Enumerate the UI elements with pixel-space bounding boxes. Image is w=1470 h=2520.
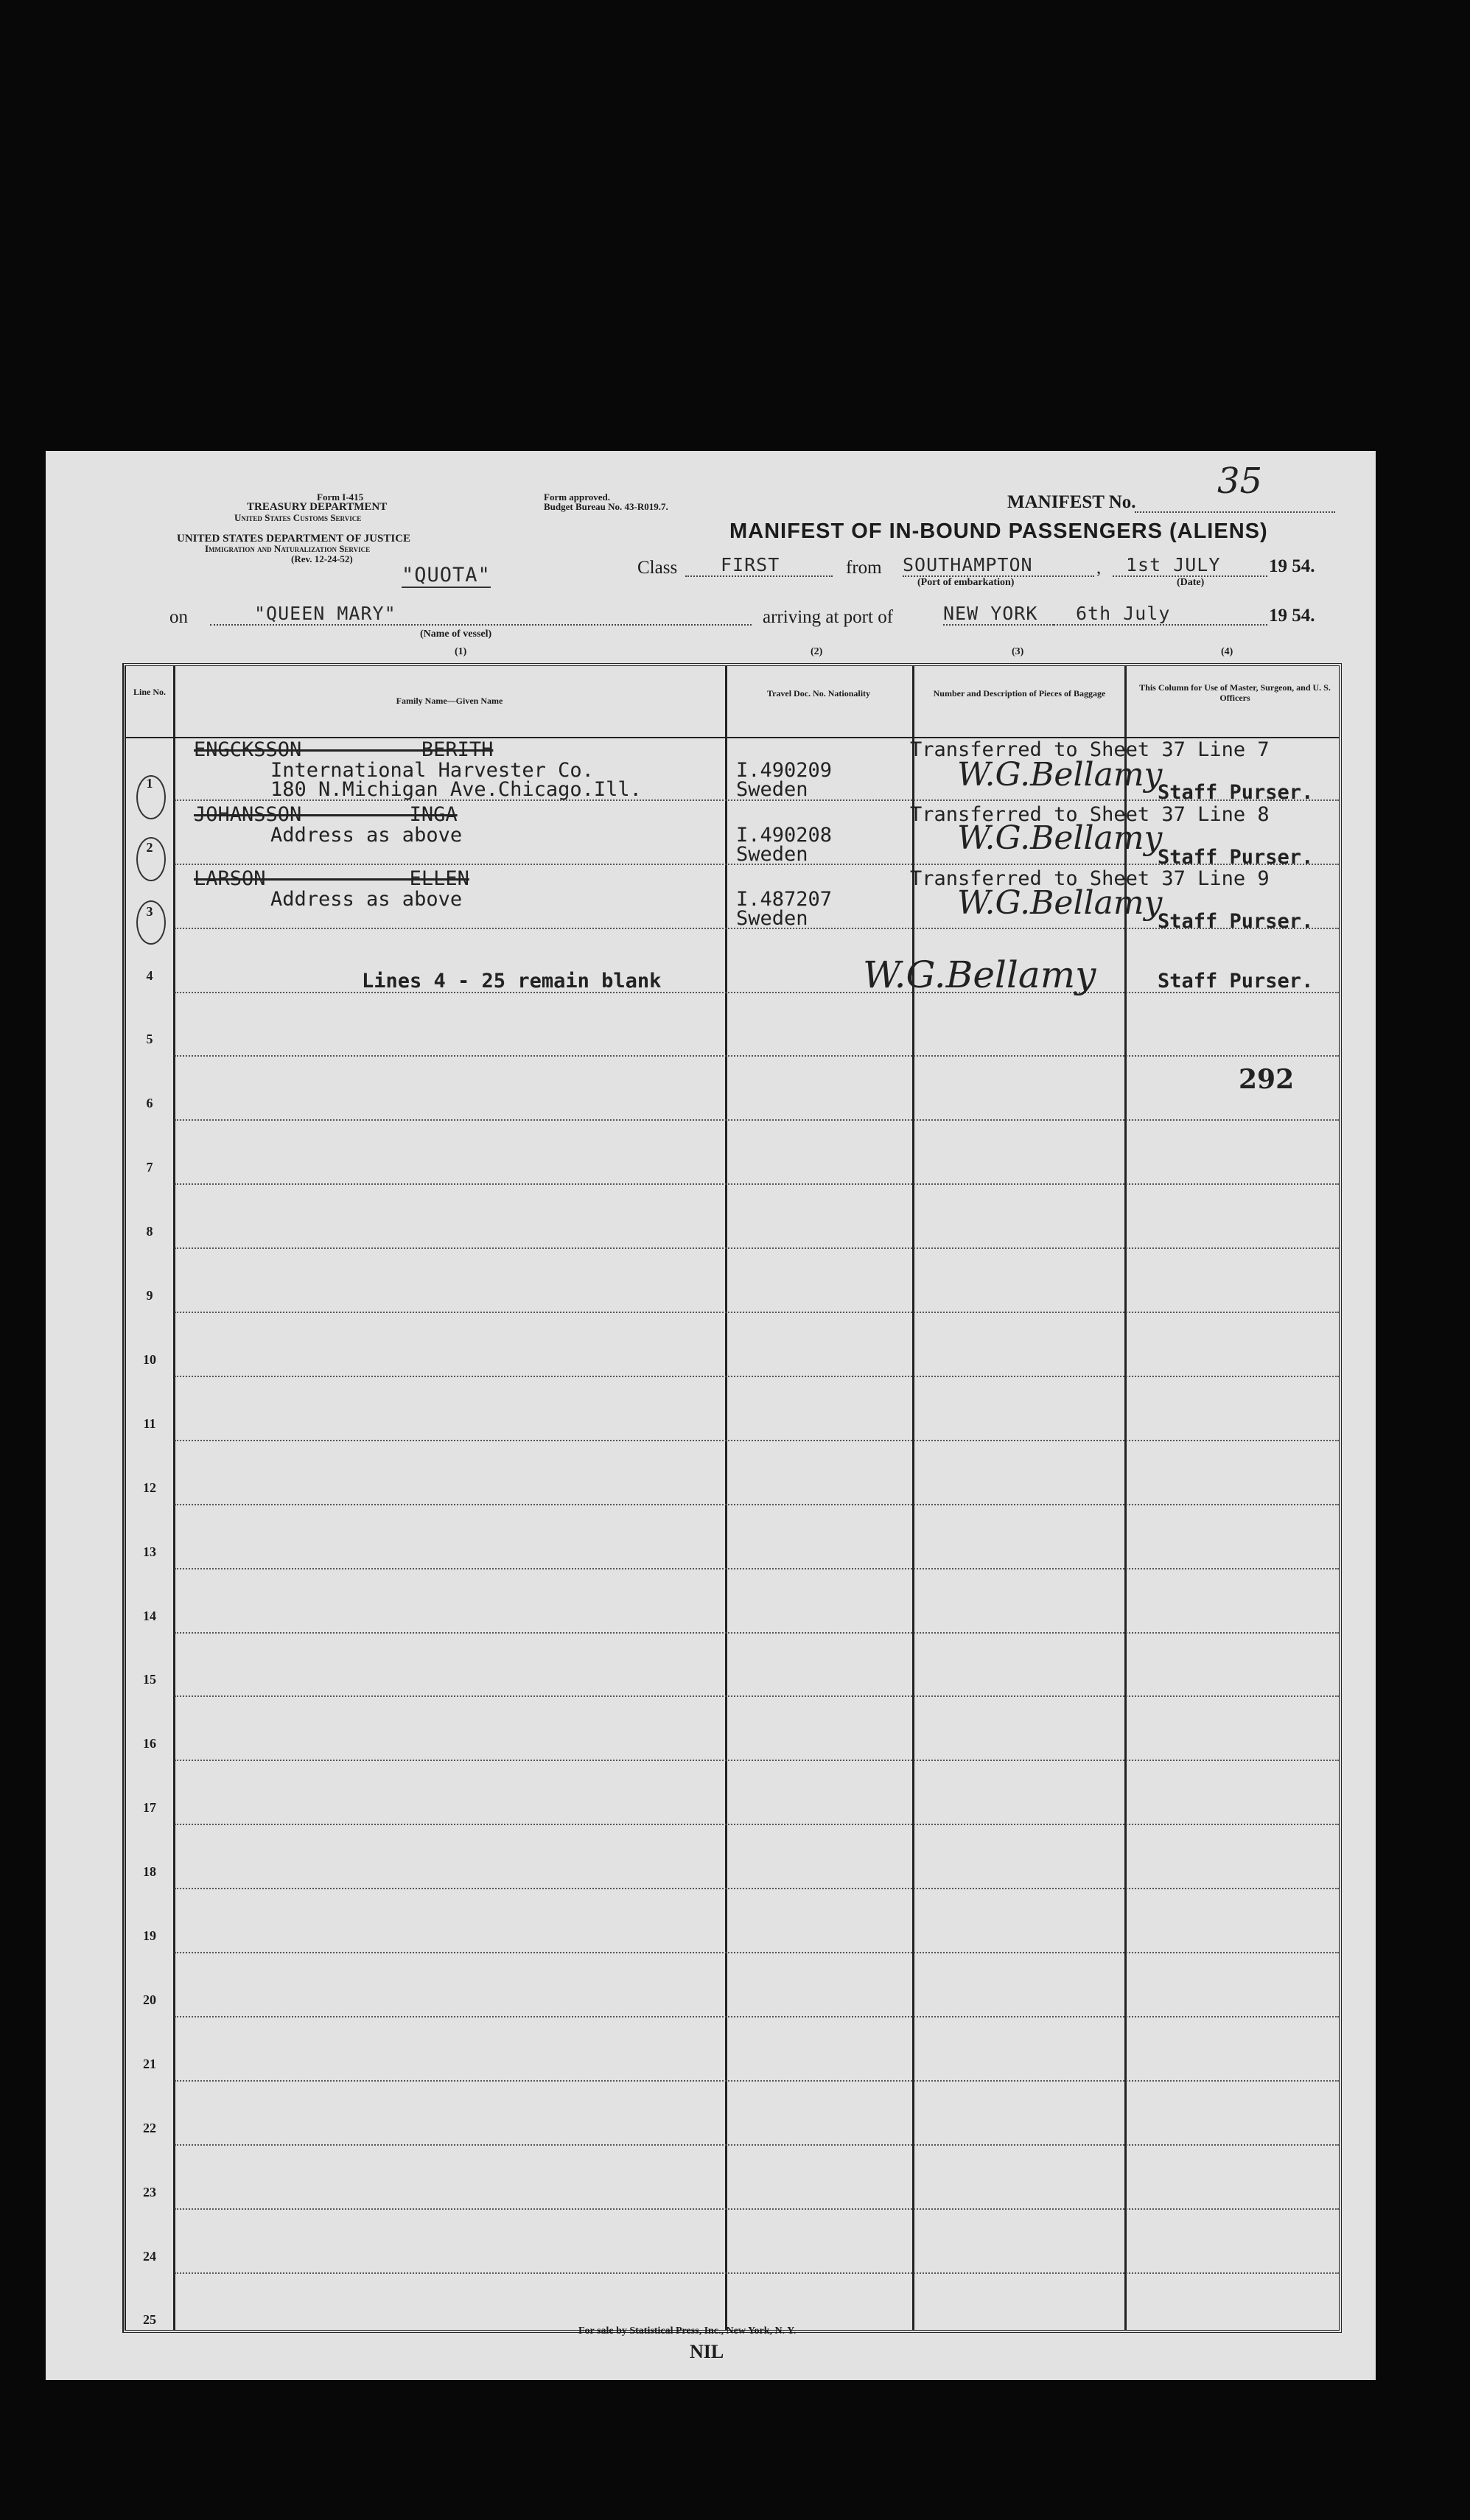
- date-value: 1st JULY: [1113, 554, 1267, 577]
- line-number: 5: [146, 1032, 153, 1047]
- header-line-no: Line No.: [133, 687, 166, 697]
- entry-2-name: JOHANSSON ------- INGA: [194, 803, 458, 826]
- table-row: [126, 1121, 1339, 1185]
- entry-2-address: Address as above: [270, 824, 463, 847]
- line-number: 3: [146, 903, 153, 919]
- table-row: [126, 1441, 1339, 1505]
- blank-lines-note: Lines 4 - 25 remain blank: [362, 970, 662, 993]
- line-number: 17: [143, 1800, 156, 1816]
- entry-3-doc: I.487207: [736, 888, 833, 911]
- arrival-date: 6th July: [1054, 603, 1267, 626]
- table-row: [126, 1634, 1339, 1698]
- entry-2-staff: Staff Purser.: [1158, 846, 1314, 869]
- year-1: 19 54.: [1269, 556, 1315, 576]
- header-baggage: Number and Description of Pieces of Baggage: [933, 688, 1106, 699]
- line-number: 15: [143, 1672, 156, 1687]
- line-number: 24: [143, 2248, 156, 2264]
- table-row: [126, 2082, 1339, 2146]
- line-circle: [136, 775, 166, 819]
- line-number: 23: [143, 2184, 156, 2199]
- line-number: 6: [146, 1096, 153, 1111]
- justice-dept: UNITED STATES DEPARTMENT OF JUSTICE: [177, 533, 411, 545]
- table-row: [126, 1761, 1339, 1825]
- table-row: [126, 1313, 1339, 1377]
- table-row: [126, 1185, 1339, 1249]
- form-approved: Form approved.: [544, 491, 611, 503]
- entry-2-transfer: Transferred to Sheet 37 Line 8: [910, 803, 1270, 826]
- blank-staff: Staff Purser.: [1158, 970, 1314, 993]
- entry-3-nationality: Sweden: [736, 907, 808, 930]
- line-number: 25: [143, 2312, 156, 2328]
- treasury-dept: TREASURY DEPARTMENT: [247, 501, 388, 513]
- table-row: [126, 2146, 1339, 2210]
- line-number: 16: [143, 1736, 156, 1751]
- ins-service: Immigration and Naturalization Service: [205, 543, 371, 554]
- budget-bureau: Budget Bureau No. 43-R019.7.: [544, 501, 668, 512]
- line-circle: [136, 837, 166, 881]
- table-row: [126, 1505, 1339, 1569]
- entry-1-doc: I.490209: [736, 759, 833, 782]
- from-value: SOUTHAMPTON: [903, 554, 1094, 577]
- manifest-label: MANIFEST No.: [1007, 492, 1136, 512]
- line-number: 18: [143, 1864, 156, 1880]
- line-number: 10: [143, 1351, 156, 1367]
- table-row: [126, 1825, 1339, 1889]
- table-row: [126, 2017, 1339, 2082]
- date-caption: (Date): [1177, 577, 1205, 588]
- arriving-label: arriving at port of: [763, 607, 894, 627]
- col-num-3: (3): [1012, 646, 1024, 657]
- revision: (Rev. 12-24-52): [291, 553, 353, 564]
- line-circle: [136, 900, 166, 945]
- line-number: 1: [146, 775, 153, 791]
- nil-label: NIL: [690, 2341, 724, 2362]
- line-number: 7: [146, 1160, 153, 1175]
- footer-printer: For sale by Statistical Press, Inc., New York, N. Y.: [578, 2325, 797, 2337]
- table-row: [126, 993, 1339, 1057]
- line-number: 11: [143, 1415, 156, 1431]
- line-number: 20: [143, 1992, 156, 2007]
- manifest-number-line: [1135, 511, 1335, 513]
- line-number: 19: [143, 1928, 156, 1944]
- vessel-caption: (Name of vessel): [420, 629, 492, 640]
- table-row: [126, 2210, 1339, 2274]
- entry-3-staff: Staff Purser.: [1158, 910, 1314, 933]
- line-number: 9: [146, 1288, 153, 1303]
- entry-1-address: 180 N.Michigan Ave.Chicago.Ill.: [270, 778, 642, 801]
- year-2: 19 54.: [1269, 606, 1315, 626]
- quota-label: "QUOTA": [402, 564, 491, 587]
- line-number: 12: [143, 1480, 156, 1495]
- entry-3-transfer: Transferred to Sheet 37 Line 9: [910, 867, 1270, 890]
- table-row: [126, 1249, 1339, 1313]
- header-officers: This Column for Use of Master, Surgeon, and U. S. Officers: [1139, 682, 1331, 703]
- line-number: 13: [143, 1544, 156, 1559]
- from-label: from: [846, 558, 882, 578]
- entry-2-nationality: Sweden: [736, 843, 808, 866]
- line-number: 14: [143, 1608, 156, 1623]
- table-row: [126, 1889, 1339, 1953]
- line-number: 22: [143, 2120, 156, 2135]
- line-number: 21: [143, 2056, 156, 2071]
- passenger-table: [122, 663, 1342, 2333]
- header-travel-doc: Travel Doc. No. Nationality: [766, 688, 871, 699]
- entry-3-address: Address as above: [270, 888, 463, 911]
- sheet-stamp-number: 292: [1239, 1064, 1295, 1095]
- entry-1-transfer: Transferred to Sheet 37 Line 7: [910, 738, 1270, 761]
- port-caption: (Port of embarkation): [917, 577, 1015, 588]
- table-row: [126, 1057, 1339, 1121]
- entry-1-company: International Harvester Co.: [270, 759, 594, 782]
- class-value: FIRST: [685, 554, 833, 577]
- comma: ,: [1096, 558, 1102, 578]
- table-row: [126, 1698, 1339, 1762]
- line-number: 8: [146, 1224, 153, 1239]
- col-num-1: (1): [455, 646, 467, 657]
- form-number: Form I-415: [317, 491, 364, 503]
- line-number: 4: [146, 967, 153, 983]
- line-number: 2: [146, 839, 153, 855]
- class-label: Class: [637, 558, 678, 578]
- arrival-port: NEW YORK: [943, 603, 1054, 626]
- col-num-2: (2): [811, 646, 823, 657]
- vessel-name: "QUEEN MARY": [210, 603, 752, 626]
- table-row: [126, 1377, 1339, 1441]
- entry-3-signature: W.G.Bellamy: [957, 884, 1163, 922]
- entry-1-nationality: Sweden: [736, 778, 808, 801]
- table-row: [126, 1569, 1339, 1634]
- blank-signature: W.G.Bellamy: [863, 953, 1096, 996]
- header-name: Family Name—Given Name: [396, 696, 503, 706]
- customs-service: United States Customs Service: [234, 512, 362, 523]
- on-label: on: [169, 607, 188, 627]
- entry-3-name: LARSON ---------- ELLEN: [194, 867, 469, 890]
- entry-1-staff: Staff Purser.: [1158, 781, 1314, 804]
- table-row: [126, 1953, 1339, 2017]
- entry-1-signature: W.G.Bellamy: [957, 756, 1163, 794]
- page-title: MANIFEST OF IN-BOUND PASSENGERS (ALIENS): [729, 519, 1268, 543]
- entry-2-signature: W.G.Bellamy: [957, 819, 1163, 857]
- entry-1-name: ENGCKSSON -------- BERITH: [194, 738, 494, 761]
- col-num-4: (4): [1221, 646, 1233, 657]
- manifest-number: 35: [1217, 461, 1263, 502]
- entry-2-doc: I.490208: [736, 824, 833, 847]
